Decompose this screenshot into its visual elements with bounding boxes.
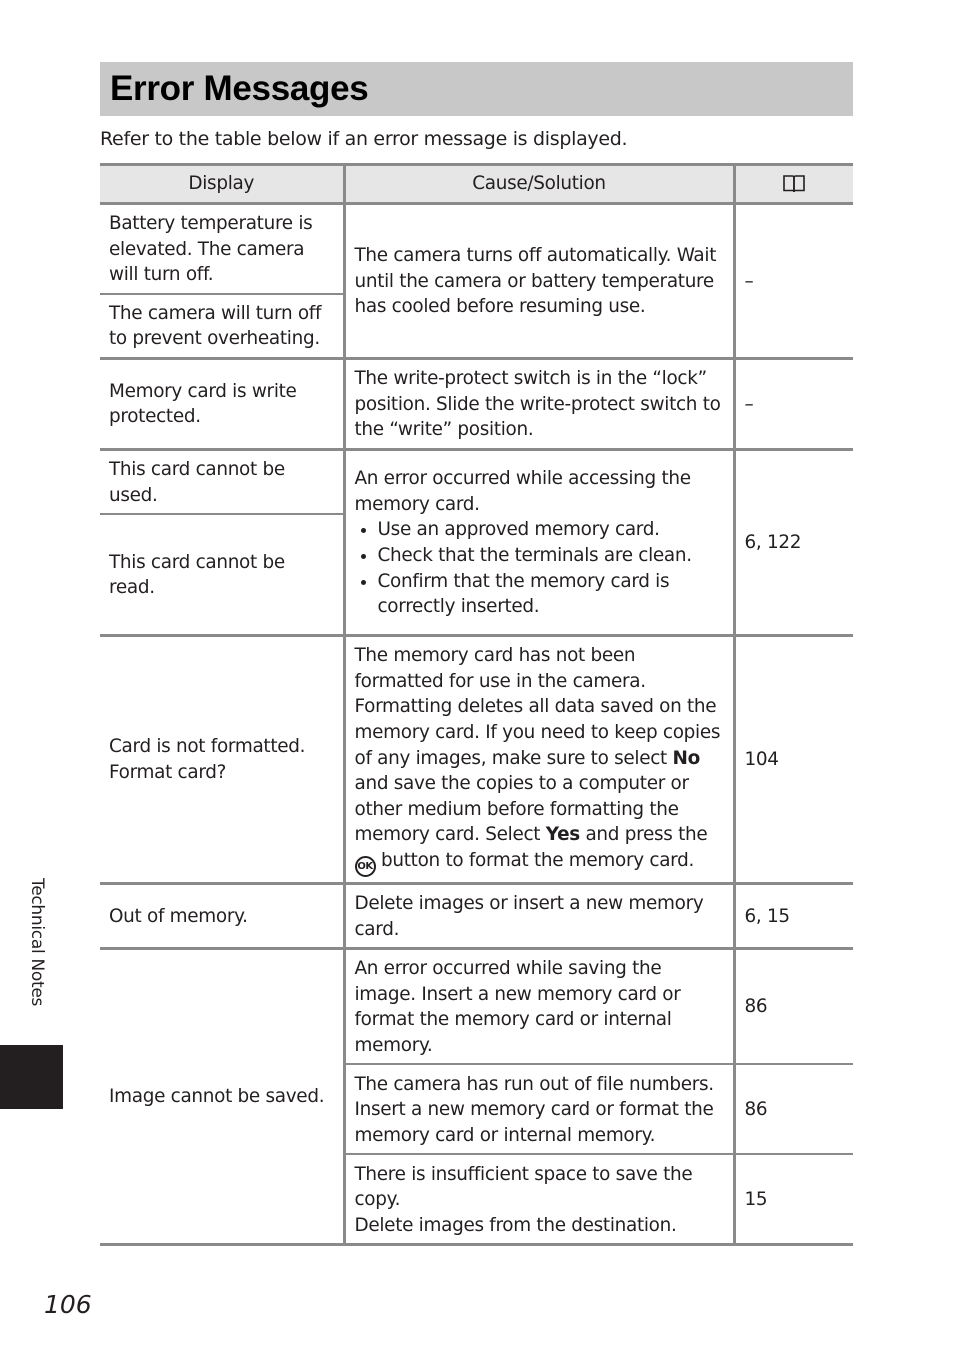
display-cell: Image cannot be saved. <box>100 949 344 1245</box>
display-cell: Memory card is write protected. <box>100 358 344 449</box>
table-row <box>100 949 853 1065</box>
reference-cell: 104 <box>734 636 853 884</box>
reference-cell: 6, 122 <box>734 449 853 635</box>
reference-cell: 86 <box>734 1064 853 1154</box>
list-item: • Check that the terminals are clean. <box>378 543 725 569</box>
cause-text: There is insufficient space to save the copy. <box>354 1163 693 1211</box>
cause-cell: An error occurred while saving the image. Insert a new memory card or format the memory card or internal memory. <box>344 949 734 1065</box>
reference-cell: 15 <box>734 1154 853 1245</box>
error-messages-table <box>100 163 853 1246</box>
keyword-yes: Yes <box>545 824 580 846</box>
display-cell: Battery temperature is elevated. The camera will turn off. <box>100 204 344 294</box>
keyword-no: No <box>672 747 700 769</box>
reference-cell: – <box>734 204 853 359</box>
reference-cell: – <box>734 358 853 449</box>
ok-button-icon: OK <box>355 856 376 877</box>
cause-text: The memory card has not been formatted for use in the camera. Formatting deletes all data saved on the memory card. If you need to keep copies of any images, make sure to select <box>354 645 721 769</box>
reference-cell: 6, 15 <box>734 883 853 948</box>
cause-cell <box>344 636 734 884</box>
intro-text: Refer to the table below if an error message is displayed. <box>100 128 628 150</box>
cause-text: and save the copies to a computer or other medium before formatting the memory card. Select <box>354 773 689 846</box>
section-side-label: Technical Notes <box>27 878 47 1007</box>
header-display: Display <box>100 165 344 204</box>
header-reference <box>734 165 853 204</box>
cause-cell: The camera turns off automatically. Wait until the camera or battery temperature has cooled before resuming use. <box>344 204 734 359</box>
list-item: • Confirm that the memory card is correctly inserted. <box>378 569 725 620</box>
table-row <box>100 449 853 514</box>
cause-cell: The camera has run out of file numbers. Insert a new memory card or format the memory card or internal memory. <box>344 1064 734 1154</box>
display-cell: Card is not formatted. Format card? <box>100 636 344 884</box>
section-tab-marker <box>0 1045 63 1109</box>
table-row <box>100 204 853 294</box>
cause-cell <box>344 1154 734 1245</box>
cause-text: and press the <box>579 824 708 846</box>
reference-cell: 86 <box>734 949 853 1065</box>
cause-cell <box>344 449 734 635</box>
cause-cell: Delete images or insert a new memory card. <box>344 883 734 948</box>
page-number: 106 <box>44 1290 92 1319</box>
cause-bullet-list <box>355 517 725 619</box>
display-cell: The camera will turn off to prevent overheating. <box>100 294 344 359</box>
cause-text: Delete images from the destination. <box>354 1214 677 1236</box>
list-item: • Use an approved memory card. <box>378 517 725 543</box>
cause-text: button to format the memory card. <box>375 849 695 871</box>
table-row <box>100 636 853 884</box>
cause-intro: An error occurred while accessing the memory card. <box>354 468 691 515</box>
title-bar <box>100 62 853 116</box>
page-title: Error Messages <box>110 69 369 108</box>
display-cell: Out of memory. <box>100 883 344 948</box>
cause-cell: The write-protect switch is in the “lock” position. Slide the write-protect switch to the “write” position. <box>344 358 734 449</box>
table-row <box>100 883 853 948</box>
table-header-row <box>100 165 853 204</box>
display-cell: This card cannot be used. <box>100 449 344 514</box>
header-cause-solution: Cause/Solution <box>344 165 734 204</box>
display-cell: This card cannot be read. <box>100 514 344 636</box>
book-reference-icon <box>781 174 807 194</box>
table-row <box>100 358 853 449</box>
